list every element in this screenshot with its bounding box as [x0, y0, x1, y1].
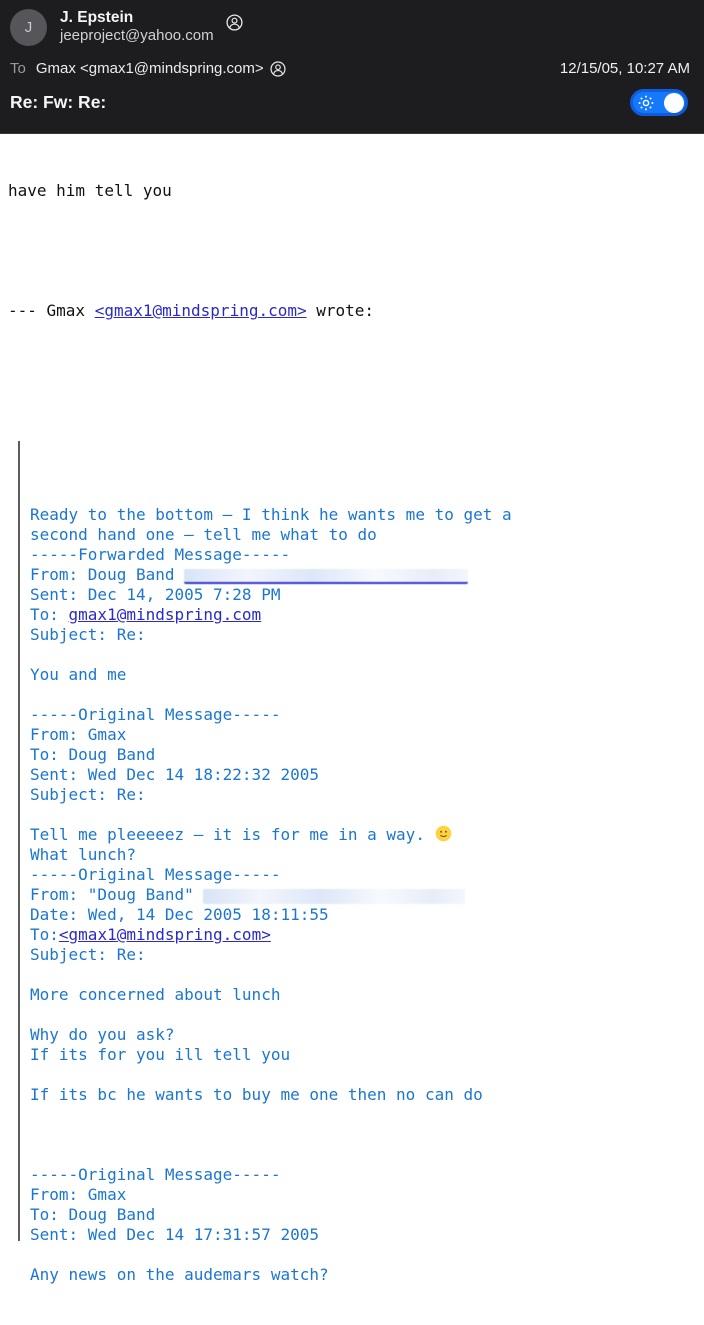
contact-badge-icon[interactable]: [226, 14, 243, 31]
quote-text: Sent: Wed Dec 14 18:22:32 2005: [30, 765, 319, 784]
quote-text: Tell me pleeeeez – it is for me in a way.: [30, 825, 435, 844]
blank-line: [8, 361, 696, 381]
quote-line: [30, 905, 696, 925]
quote-text: To: Doug Band: [30, 745, 156, 764]
quote-line: [30, 1265, 696, 1285]
quote-line: [30, 1205, 696, 1225]
subject-line: Re: Fw: Re:: [10, 92, 107, 113]
quote-line: [30, 945, 696, 965]
toggle-knob[interactable]: [664, 93, 684, 113]
quote-text: -----Original Message-----: [30, 705, 281, 724]
quote-line: [30, 765, 696, 785]
quote-line: [30, 1005, 696, 1025]
quote-text: -----Original Message-----: [30, 865, 281, 884]
quote-text: From: Gmax: [30, 1185, 127, 1204]
quote-text: Why do you ask?: [30, 1025, 175, 1044]
quote-line: [30, 1165, 696, 1185]
quote-line: [30, 885, 696, 905]
quote-line: [30, 645, 696, 665]
quote-line: [30, 1245, 696, 1265]
quote-text: Date: Wed, 14 Dec 2005 18:11:55: [30, 905, 329, 924]
wrote-suffix: wrote:: [306, 301, 375, 320]
to-label: To: [10, 60, 26, 78]
wrote-prefix: --- Gmax: [8, 301, 95, 320]
message-header: [0, 0, 704, 134]
quote-line: [30, 785, 696, 805]
quote-text: Subject: Re:: [30, 945, 146, 964]
wrote-line: [8, 301, 696, 321]
blank-line: [8, 241, 696, 261]
remote-content-toggle[interactable]: [630, 89, 688, 116]
body-intro-line: have him tell you: [8, 181, 172, 200]
quote-line: [30, 705, 696, 725]
email-link[interactable]: gmax1@mindspring.com: [68, 605, 262, 624]
quote-text: Subject: Re:: [30, 625, 146, 644]
quote-text: second hand one – tell me what to do: [30, 525, 377, 544]
quote-line: [30, 625, 696, 645]
quote-text: What lunch?: [30, 845, 136, 864]
quote-line: [30, 565, 696, 585]
recipient-row: [10, 60, 690, 77]
sender-name: J. Epstein: [60, 9, 134, 26]
quote-line: [30, 805, 696, 825]
quote-line: [30, 525, 696, 545]
sender-email: jeeproject@yahoo.com: [60, 27, 214, 45]
redacted-email: [203, 889, 465, 904]
quote-text: To:: [30, 605, 69, 624]
quoted-message: [18, 441, 696, 1284]
quote-line: [30, 825, 696, 845]
quote-line: [30, 865, 696, 885]
quote-line: [30, 685, 696, 705]
quote-text: If its for you ill tell you: [30, 1045, 291, 1064]
quote-line: [30, 925, 696, 945]
quote-lines: [30, 505, 696, 1285]
quote-line: [30, 1045, 696, 1065]
quote-line: [30, 1065, 696, 1085]
redacted-email: [184, 569, 468, 584]
quote-line: [30, 545, 696, 565]
quote-line: [30, 965, 696, 985]
quote-line: [30, 505, 696, 525]
quote-line: [30, 1105, 696, 1125]
quote-line: [30, 845, 696, 865]
email-link[interactable]: <gmax1@mindspring.com>: [58, 925, 271, 944]
brightness-sun-icon: [638, 95, 654, 111]
quote-text: From: Doug Band: [30, 565, 185, 584]
quote-line: [30, 665, 696, 685]
avatar[interactable]: J: [10, 9, 47, 46]
quote-line: [30, 1125, 696, 1145]
quote-text: To:: [30, 925, 59, 944]
quote-line: [30, 985, 696, 1005]
smiley-emoji: [435, 825, 452, 842]
quote-line: [30, 1225, 696, 1245]
contact-badge-icon[interactable]: [270, 61, 286, 77]
email-link[interactable]: <gmax1@mindspring.com>: [94, 301, 307, 320]
message-body: [0, 134, 704, 1284]
quote-text: If its bc he wants to buy me one then no can do: [30, 1085, 483, 1104]
message-datetime: 12/15/05, 10:27 AM: [559, 60, 690, 78]
quote-line: [30, 605, 696, 625]
quote-text: Sent: Dec 14, 2005 7:28 PM: [30, 585, 281, 604]
quote-text: To: Doug Band: [30, 1205, 156, 1224]
quote-text: More concerned about lunch: [30, 985, 281, 1004]
quote-line: [30, 1025, 696, 1045]
subject-row: [10, 89, 690, 116]
quote-text: Sent: Wed Dec 14 17:31:57 2005: [30, 1225, 319, 1244]
quote-text: Subject: Re:: [30, 785, 146, 804]
to-value: Gmax <gmax1@mindspring.com>: [35, 60, 264, 78]
quote-text: From: "Doug Band": [30, 885, 204, 904]
quote-text: From: Gmax: [30, 725, 127, 744]
sender-block: [60, 8, 214, 46]
quote-text: You and me: [30, 665, 127, 684]
quote-line: [30, 725, 696, 745]
quote-text: Ready to the bottom – I think he wants me to get a: [30, 505, 512, 524]
quote-line: [30, 585, 696, 605]
quote-line: [30, 1145, 696, 1165]
quote-line: [30, 1185, 696, 1205]
sender-row: [10, 8, 690, 46]
quote-line: [30, 745, 696, 765]
quote-text: -----Forwarded Message-----: [30, 545, 291, 564]
quote-text: Any news on the audemars watch?: [30, 1265, 329, 1284]
quote-text: -----Original Message-----: [30, 1165, 281, 1184]
quote-line: [30, 1085, 696, 1105]
